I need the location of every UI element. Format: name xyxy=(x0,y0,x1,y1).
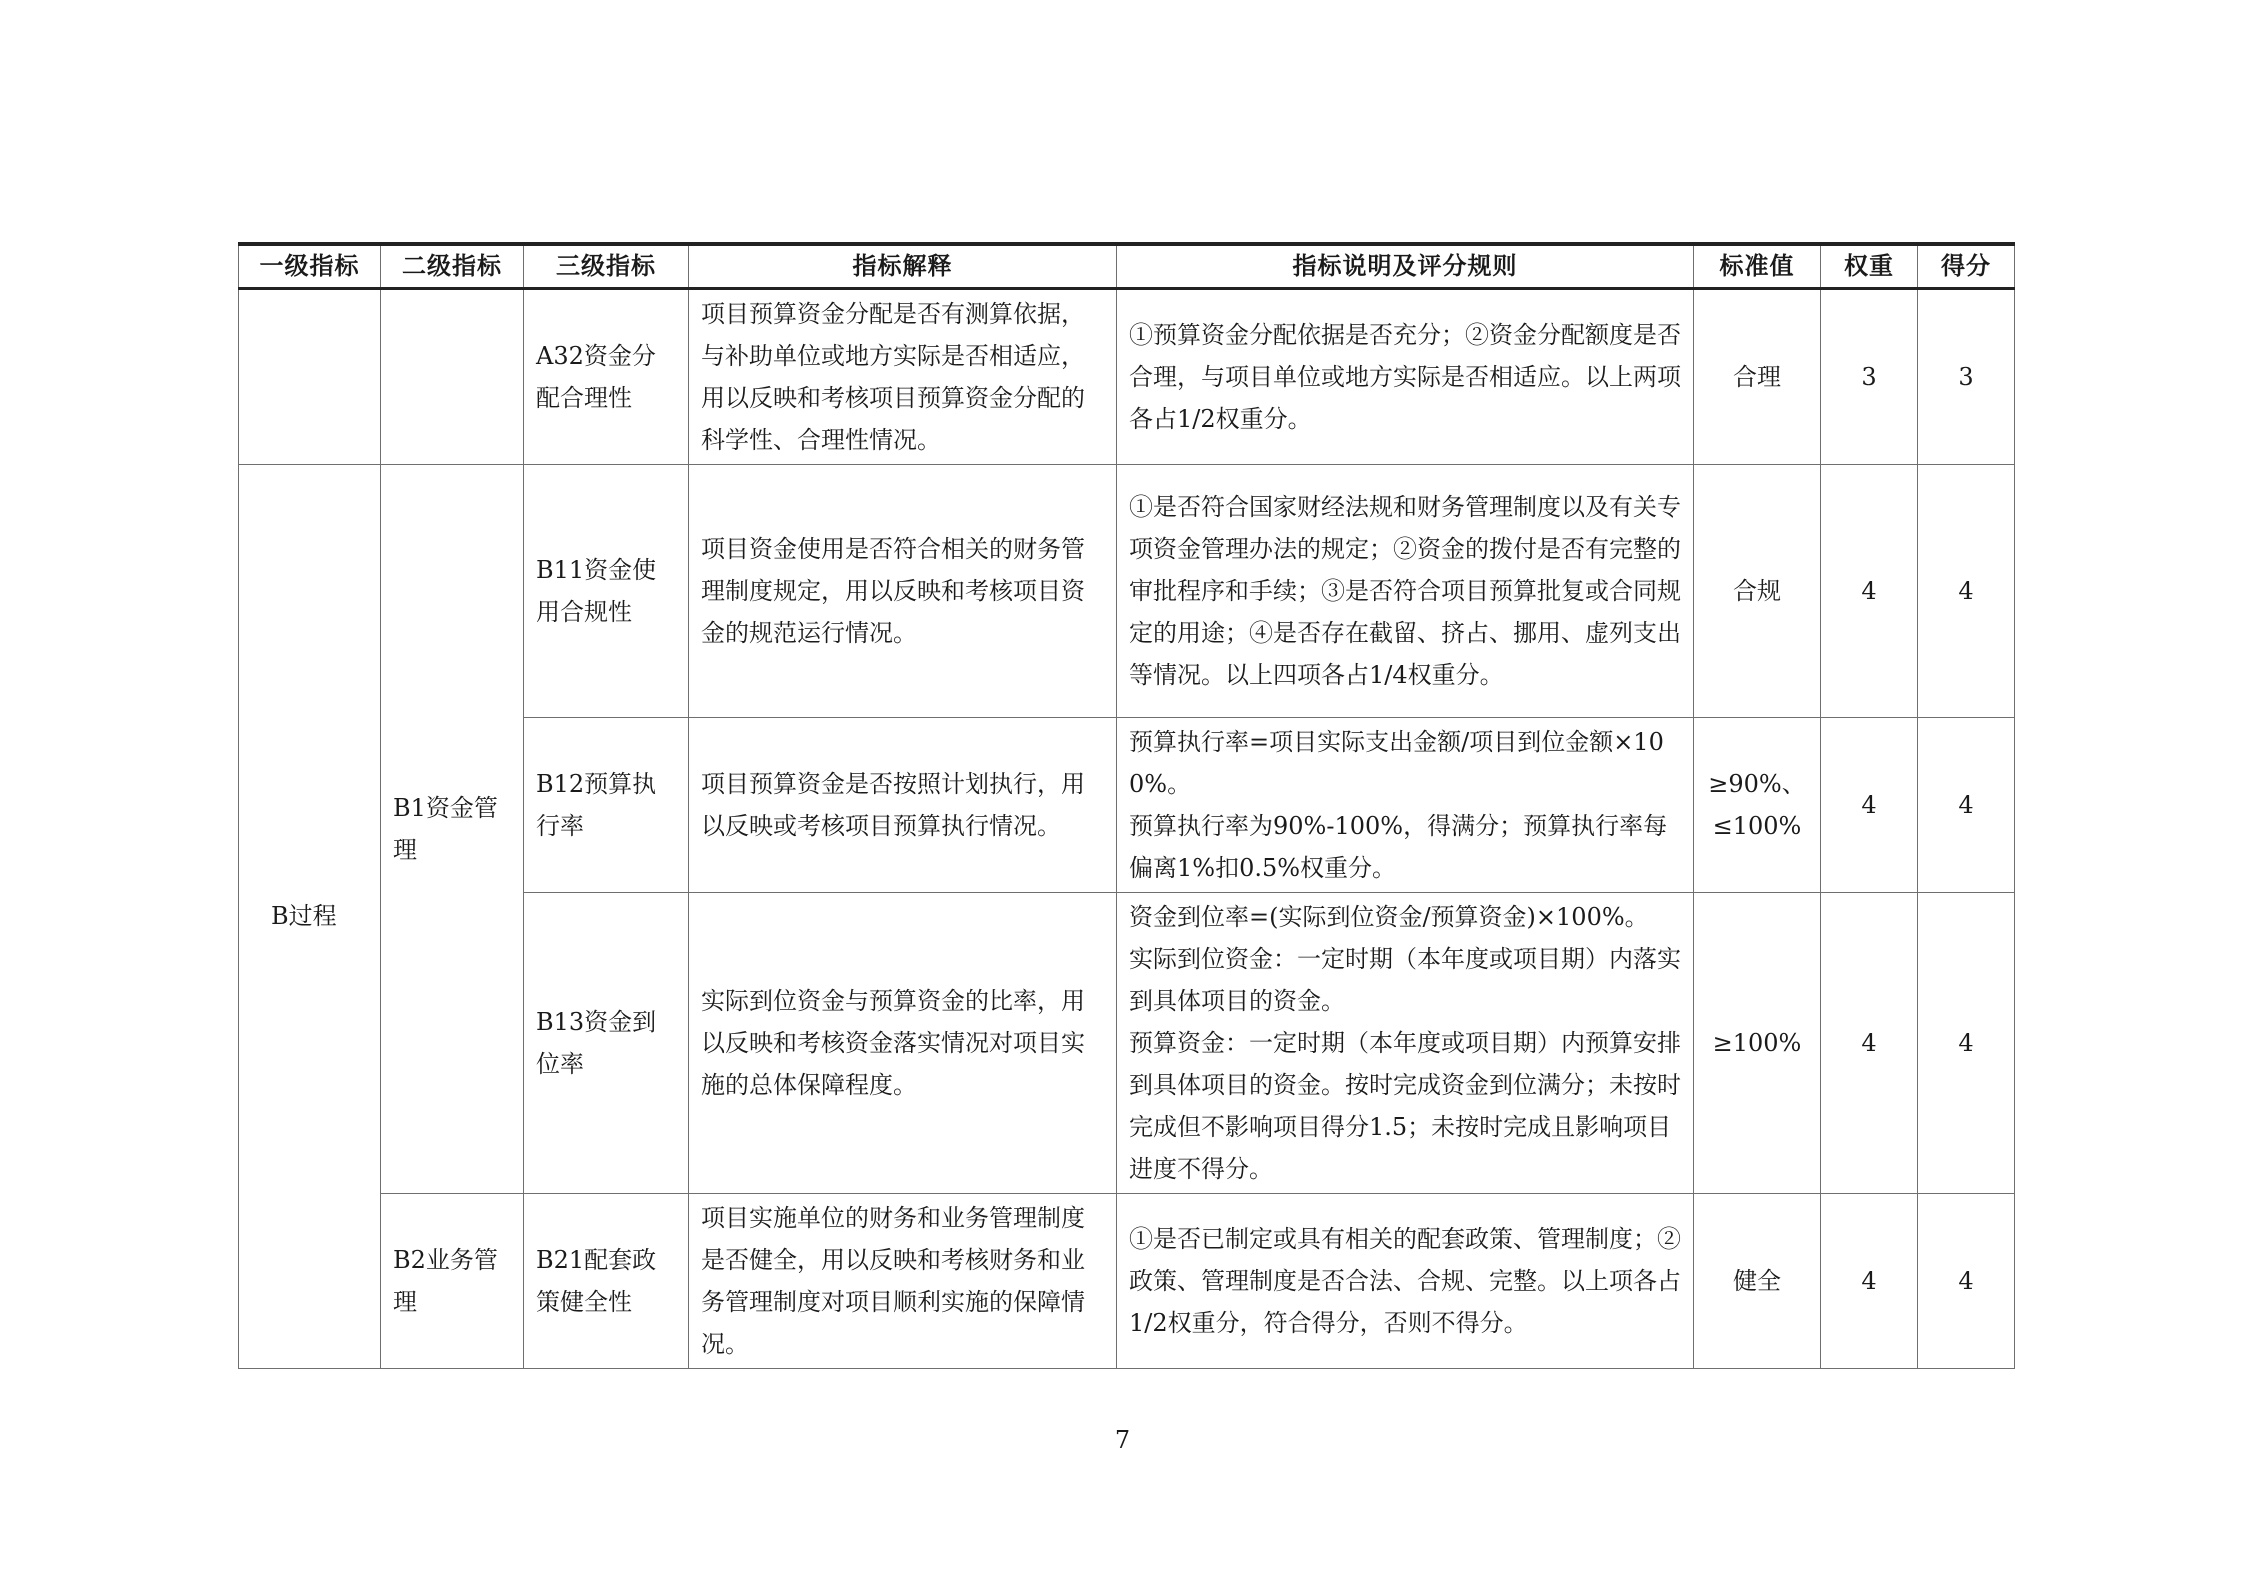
header-level1: 一级指标 xyxy=(239,244,381,288)
cell-rules: ①是否已制定或具有相关的配套政策、管理制度；②政策、管理制度是否合法、合规、完整。以上项各占1/2权重分，符合得分，否则不得分。 xyxy=(1117,1193,1694,1368)
cell-explanation: 项目预算资金分配是否有测算依据，与补助单位或地方实际是否相适应，用以反映和考核项目预算资金分配的科学性、合理性情况。 xyxy=(689,288,1117,464)
cell-score: 4 xyxy=(1918,464,2015,717)
cell-level3: A32资金分配合理性 xyxy=(524,288,689,464)
cell-rules: ①是否符合国家财经法规和财务管理制度以及有关专项资金管理办法的规定；②资金的拨付是否有完整的审批程序和手续；③是否符合项目预算批复或合同规定的用途；④是否存在截留、挤占、挪用、虚列支出等情况。以上四项各占1/4权重分。 xyxy=(1117,464,1694,717)
cell-weight: 4 xyxy=(1821,892,1918,1193)
cell-standard: 健全 xyxy=(1694,1193,1821,1368)
cell-level2-b2: B2业务管理 xyxy=(381,1193,524,1368)
cell-level2-b1: B1资金管理 xyxy=(381,464,524,1193)
cell-level3: B13资金到位率 xyxy=(524,892,689,1193)
cell-standard: ≥90%、≤100% xyxy=(1694,717,1821,892)
cell-score: 4 xyxy=(1918,1193,2015,1368)
cell-score: 4 xyxy=(1918,717,2015,892)
header-level3: 三级指标 xyxy=(524,244,689,288)
header-score: 得分 xyxy=(1918,244,2015,288)
header-level2: 二级指标 xyxy=(381,244,524,288)
header-explanation: 指标解释 xyxy=(689,244,1117,288)
indicator-table xyxy=(238,242,2015,1369)
table-row xyxy=(239,464,2015,717)
cell-weight: 4 xyxy=(1821,717,1918,892)
cell-rules: 预算执行率=项目实际支出金额/项目到位金额×100%。 预算执行率为90%-100%，得满分；预算执行率每偏离1%扣0.5%权重分。 xyxy=(1117,717,1694,892)
cell-explanation: 项目实施单位的财务和业务管理制度是否健全，用以反映和考核财务和业务管理制度对项目顺利实施的保障情况。 xyxy=(689,1193,1117,1368)
cell-explanation: 项目预算资金是否按照计划执行，用以反映或考核项目预算执行情况。 xyxy=(689,717,1117,892)
cell-level3: B11资金使用合规性 xyxy=(524,464,689,717)
cell-level1 xyxy=(239,288,381,464)
cell-level3: B21配套政策健全性 xyxy=(524,1193,689,1368)
table-row xyxy=(239,288,2015,464)
cell-standard: ≥100% xyxy=(1694,892,1821,1193)
header-standard: 标准值 xyxy=(1694,244,1821,288)
cell-weight: 4 xyxy=(1821,464,1918,717)
cell-explanation: 实际到位资金与预算资金的比率，用以反映和考核资金落实情况对项目实施的总体保障程度。 xyxy=(689,892,1117,1193)
cell-standard: 合理 xyxy=(1694,288,1821,464)
table-header-row xyxy=(239,244,2015,288)
cell-level1-b: B过程 xyxy=(239,464,381,1368)
cell-level2 xyxy=(381,288,524,464)
cell-level3: B12预算执行率 xyxy=(524,717,689,892)
cell-rules: 资金到位率=(实际到位资金/预算资金)×100%。 实际到位资金：一定时期（本年度或项目期）内落实到具体项目的资金。 预算资金：一定时期（本年度或项目期）内预算安排到具体项目的资金。按时完成资金到位满分；未按时完成但不影响项目得分1.5；未按时完成且影响项目进度不得分。 xyxy=(1117,892,1694,1193)
cell-weight: 3 xyxy=(1821,288,1918,464)
table-row xyxy=(239,1193,2015,1368)
header-weight: 权重 xyxy=(1821,244,1918,288)
cell-standard: 合规 xyxy=(1694,464,1821,717)
cell-score: 4 xyxy=(1918,892,2015,1193)
cell-score: 3 xyxy=(1918,288,2015,464)
cell-explanation: 项目资金使用是否符合相关的财务管理制度规定，用以反映和考核项目资金的规范运行情况。 xyxy=(689,464,1117,717)
header-rules: 指标说明及评分规则 xyxy=(1117,244,1694,288)
cell-weight: 4 xyxy=(1821,1193,1918,1368)
cell-rules: ①预算资金分配依据是否充分；②资金分配额度是否合理，与项目单位或地方实际是否相适应。以上两项各占1/2权重分。 xyxy=(1117,288,1694,464)
page-number: 7 xyxy=(1114,1426,1131,1454)
